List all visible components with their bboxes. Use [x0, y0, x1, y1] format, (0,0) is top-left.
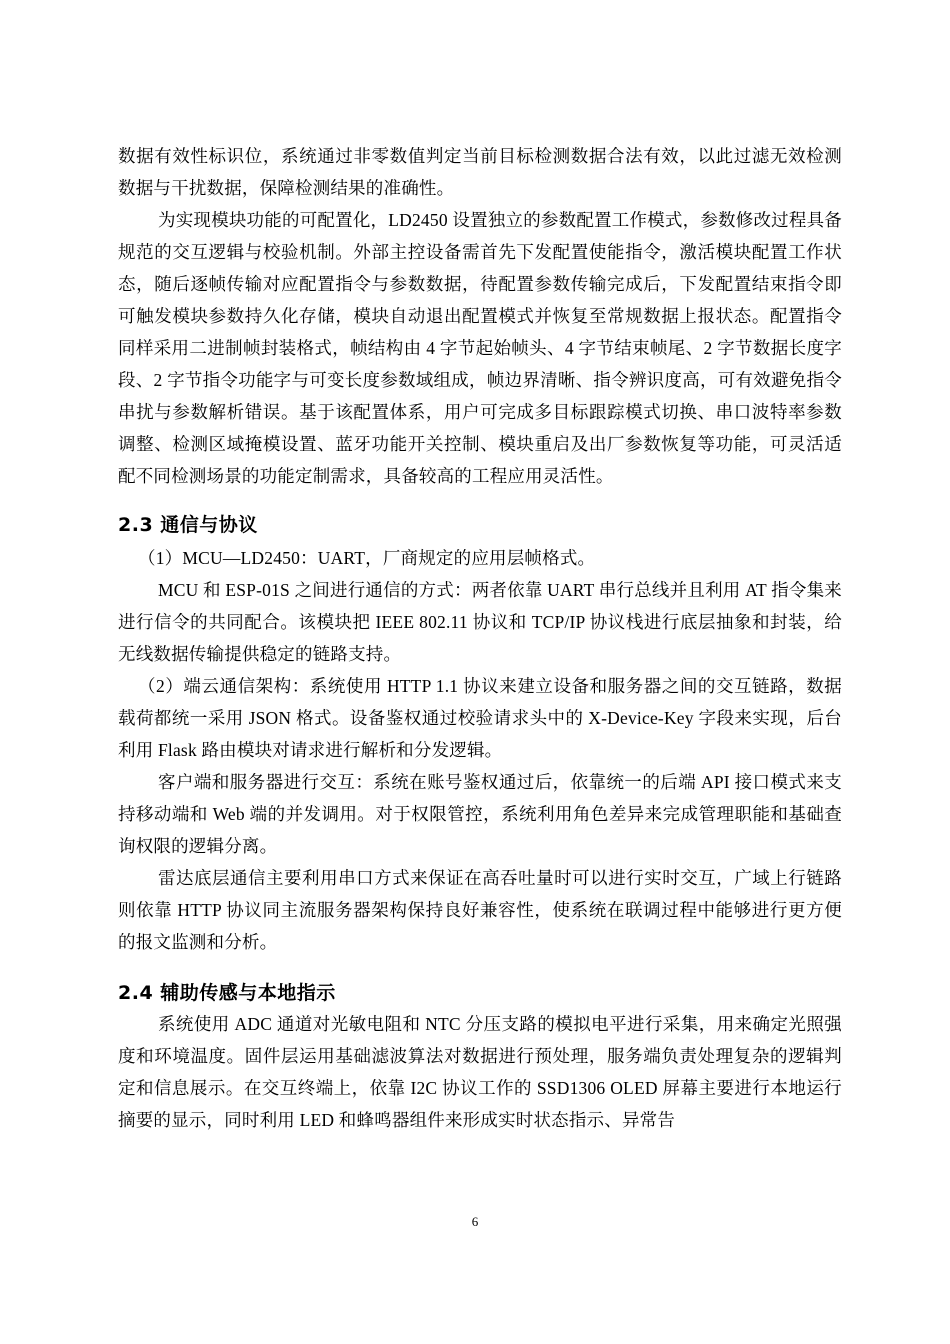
body-paragraph: MCU 和 ESP-01S 之间进行通信的方式：两者依靠 UART 串行总线并且利用 AT 指令集来进行信令的共同配合。该模块把 IEEE 802.11 协议和 TCP/IP 协议栈进行底层抽象和封装，给无线数据传输提供稳定的链路支持。 [118, 580, 842, 664]
body-paragraph: （1）MCU—LD2450：UART，厂商规定的应用层帧格式。 [138, 548, 596, 568]
body-paragraph: 系统使用 ADC 通道对光敏电阻和 NTC 分压支路的模拟电平进行采集，用来确定光照强度和环境温度。固件层运用基础滤波算法对数据进行预处理，服务端负责处理复杂的逻辑判定和信息展示。在交互终端上，依靠 I2C 协议工作的 SSD1306 OLED 屏幕主要进行本地运行摘要的显示，同时利用 LED 和蜂鸣器组件来形成实时状态指示、异常告 [118, 1014, 842, 1130]
page-number: 6 [471, 1214, 479, 1229]
section-heading-2-4: 2.4 辅助传感与本地指示 [118, 982, 336, 1004]
body-paragraph: 数据有效性标识位，系统通过非零数值判定当前目标检测数据合法有效，以此过滤无效检测数据与干扰数据，保障检测结果的准确性。 [118, 146, 842, 198]
page-body [118, 140, 842, 1136]
body-paragraph: 客户端和服务器进行交互：系统在账号鉴权通过后，依靠统一的后端 API 接口模式来支持移动端和 Web 端的并发调用。对于权限管控，系统利用角色差异来完成管理职能和基础查询权限的逻辑分离。 [118, 772, 842, 856]
section-heading-2-3: 2.3 通信与协议 [118, 514, 258, 536]
body-paragraph: 雷达底层通信主要利用串口方式来保证在高吞吐量时可以进行实时交互，广域上行链路则依靠 HTTP 协议同主流服务器架构保持良好兼容性，使系统在联调过程中能够进行更方便的报文监测和分析。 [118, 868, 842, 952]
body-paragraph: 为实现模块功能的可配置化，LD2450 设置独立的参数配置工作模式，参数修改过程具备规范的交互逻辑与校验机制。外部主控设备需首先下发配置使能指令，激活模块配置工作状态，随后逐帧传输对应配置指令与参数数据，待配置参数传输完成后，下发配置结束指令即可触发模块参数持久化存储，模块自动退出配置模式并恢复至常规数据上报状态。配置指令同样采用二进制帧封装格式，帧结构由 4 字节起始帧头、4 字节结束帧尾、2 字节数据长度字段、2 字节指令功能字与可变长度参数域组成，帧边界清晰、指令辨识度高，可有效避免指令串扰与参数解析错误。基于该配置体系，用户可完成多目标跟踪模式切换、串口波特率参数调整、检测区域掩模设置、蓝牙功能开关控制、模块重启及出厂参数恢复等功能，可灵活适配不同检测场景的功能定制需求，具备较高的工程应用灵活性。 [118, 210, 842, 486]
body-paragraph: （2）端云通信架构：系统使用 HTTP 1.1 协议来建立设备和服务器之间的交互链路，数据载荷都统一采用 JSON 格式。设备鉴权通过校验请求头中的 X-Device-Key 字段来实现，后台利用 Flask 路由模块对请求进行解析和分发逻辑。 [118, 676, 842, 760]
